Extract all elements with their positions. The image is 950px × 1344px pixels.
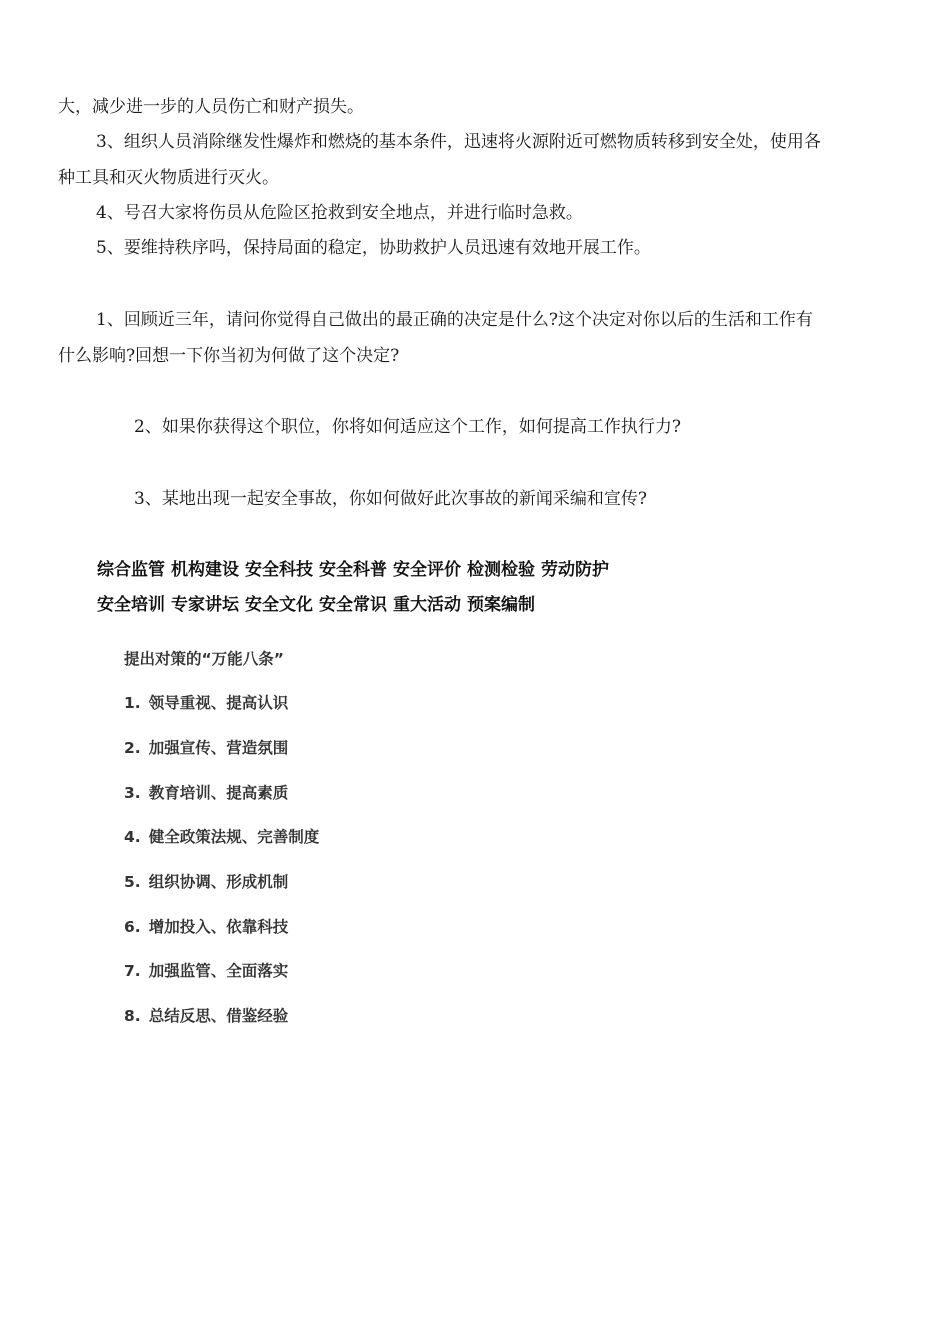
question-3: 3、某地出现一起安全事故，你如何做好此次事故的新闻采编和宣传? bbox=[134, 489, 647, 509]
rule-item bbox=[124, 872, 288, 892]
rule-text: 增加投入、依靠科技 bbox=[148, 918, 289, 936]
tag-link[interactable]: 预案编制 bbox=[467, 595, 535, 615]
rule-item bbox=[124, 693, 288, 713]
tag-link[interactable]: 机构建设 bbox=[171, 560, 239, 580]
rule-item bbox=[124, 917, 288, 937]
rule-number: 2. bbox=[124, 739, 141, 757]
rule-text: 加强宣传、营造氛围 bbox=[148, 739, 289, 757]
paragraph-3-line-1: 3、组织人员消除继发性爆炸和燃烧的基本条件，迅速将火源附近可燃物质转移到安全处，使用各 bbox=[96, 132, 821, 152]
tag-row-2 bbox=[97, 594, 541, 616]
rule-item bbox=[124, 827, 319, 847]
rule-number: 4. bbox=[124, 828, 141, 846]
tag-link[interactable]: 重大活动 bbox=[393, 595, 461, 615]
rule-number: 6. bbox=[124, 918, 141, 936]
rule-item bbox=[124, 738, 288, 758]
rule-item bbox=[124, 783, 288, 803]
tag-link[interactable]: 安全科普 bbox=[319, 560, 387, 580]
rule-text: 加强监管、全面落实 bbox=[148, 962, 289, 980]
tag-link[interactable]: 安全科技 bbox=[245, 560, 313, 580]
rule-text: 组织协调、形成机制 bbox=[148, 873, 289, 891]
rule-number: 3. bbox=[124, 784, 141, 802]
paragraph-5: 5、要维持秩序吗，保持局面的稳定，协助救护人员迅速有效地开展工作。 bbox=[96, 238, 651, 258]
tag-link[interactable]: 安全常识 bbox=[319, 595, 387, 615]
tag-link[interactable]: 安全文化 bbox=[245, 595, 313, 615]
eight-rules-title: 提出对策的“万能八条” bbox=[124, 650, 284, 668]
rule-number: 7. bbox=[124, 962, 141, 980]
tag-link[interactable]: 劳动防护 bbox=[541, 560, 609, 580]
rule-item bbox=[124, 961, 288, 981]
question-1-line-2: 什么影响?回想一下你当初为何做了这个决定? bbox=[58, 346, 400, 366]
rule-number: 5. bbox=[124, 873, 141, 891]
rule-item bbox=[124, 1006, 288, 1026]
paragraph-continuation: 大，减少进一步的人员伤亡和财产损失。 bbox=[58, 97, 364, 117]
question-1-line-1: 1、回顾近三年，请问你觉得自己做出的最正确的决定是什么?这个决定对你以后的生活和工作有 bbox=[96, 310, 813, 330]
paragraph-3-line-2: 种工具和灭火物质进行灭火。 bbox=[58, 168, 279, 188]
tag-link[interactable]: 综合监管 bbox=[97, 560, 165, 580]
rule-number: 8. bbox=[124, 1007, 141, 1025]
rule-text: 教育培训、提高素质 bbox=[148, 784, 289, 802]
tag-link[interactable]: 安全评价 bbox=[393, 560, 461, 580]
rule-text: 领导重视、提高认识 bbox=[148, 694, 289, 712]
tag-row-1 bbox=[97, 559, 615, 581]
tag-link[interactable]: 检测检验 bbox=[467, 560, 535, 580]
rule-text: 健全政策法规、完善制度 bbox=[148, 828, 320, 846]
question-2: 2、如果你获得这个职位，你将如何适应这个工作，如何提高工作执行力? bbox=[134, 417, 681, 437]
tag-link[interactable]: 安全培训 bbox=[97, 595, 165, 615]
rule-number: 1. bbox=[124, 694, 141, 712]
paragraph-4: 4、号召大家将伤员从危险区抢救到安全地点，并进行临时急救。 bbox=[96, 203, 583, 223]
tag-link[interactable]: 专家讲坛 bbox=[171, 595, 239, 615]
rule-text: 总结反思、借鉴经验 bbox=[148, 1007, 289, 1025]
